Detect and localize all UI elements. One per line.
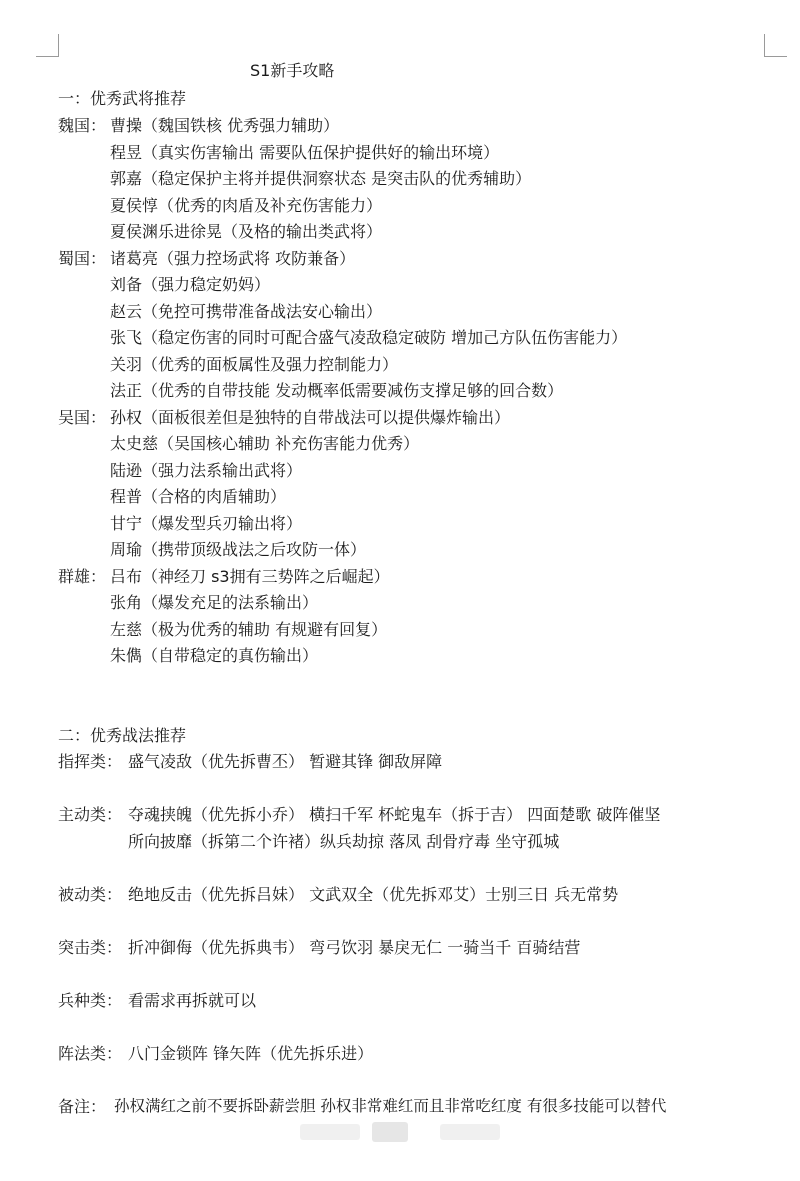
note-label: 备注：	[58, 1097, 107, 1116]
general-entry: 吕布（神经刀 s3拥有三势阵之后崛起）	[110, 567, 390, 586]
general-entry: 张飞（稳定伤害的同时可配合盛气凌敌稳定破防 增加己方队伍伤害能力）	[110, 328, 628, 347]
tactic-category-label: 突击类：	[58, 938, 123, 957]
general-entry: 陆逊（强力法系输出武将）	[110, 461, 303, 480]
general-entry: 曹操（魏国铁核 优秀强力辅助）	[110, 116, 340, 135]
general-entry: 诸葛亮（强力控场武将 攻防兼备）	[110, 249, 356, 268]
general-entry: 朱儁（自带稳定的真伤输出）	[110, 646, 319, 665]
kingdom-label: 魏国：	[58, 116, 107, 135]
margin-corner-top-right	[764, 34, 787, 57]
note-text: 孙权满红之前不要拆卧薪尝胆 孙权非常难红而且非常吃红度 有很多技能可以替代	[114, 1097, 667, 1115]
tactic-category-label: 阵法类：	[58, 1044, 123, 1063]
general-entry: 赵云（免控可携带准备战法安心输出）	[110, 302, 383, 321]
tactic-category-label: 指挥类：	[58, 752, 123, 771]
tactic-category-label: 被动类：	[58, 885, 123, 904]
tactic-list: 所向披靡（拆第二个许褚）纵兵劫掠 落凤 刮骨疗毒 坐守孤城	[128, 832, 560, 851]
tactic-list: 夺魂挟魄（优先拆小乔） 横扫千军 杯蛇鬼车（拆于吉） 四面楚歌 破阵催坚	[128, 805, 661, 824]
general-entry: 夏侯惇（优秀的肉盾及补充伤害能力）	[110, 196, 383, 215]
general-entry: 太史慈（吴国核心辅助 补充伤害能力优秀）	[110, 434, 420, 453]
kingdom-label: 群雄：	[58, 567, 107, 586]
watermark-smudge	[300, 1124, 360, 1140]
document-title: S1新手攻略	[250, 61, 335, 80]
general-entry: 夏侯渊乐进徐晃（及格的输出类武将）	[110, 222, 383, 241]
general-entry: 左慈（极为优秀的辅助 有规避有回复）	[110, 620, 388, 639]
tactic-list: 绝地反击（优先拆吕妹） 文武双全（优先拆邓艾）士别三日 兵无常势	[128, 885, 619, 904]
general-entry: 程普（合格的肉盾辅助）	[110, 487, 287, 506]
general-entry: 周瑜（携带顶级战法之后攻防一体）	[110, 540, 367, 559]
margin-corner-top-left	[36, 34, 59, 57]
tactic-list: 八门金锁阵 锋矢阵（优先拆乐进）	[128, 1044, 374, 1063]
kingdom-label: 吴国：	[58, 408, 107, 427]
section1-heading: 一：优秀武将推荐	[58, 89, 187, 108]
general-entry: 关羽（优秀的面板属性及强力控制能力）	[110, 355, 399, 374]
tactic-list: 看需求再拆就可以	[128, 991, 257, 1010]
watermark-smudge	[372, 1122, 408, 1142]
general-entry: 刘备（强力稳定奶妈）	[110, 275, 271, 294]
watermark-smudge	[440, 1124, 500, 1140]
tactic-category-label: 主动类：	[58, 805, 123, 824]
general-entry: 郭嘉（稳定保护主将并提供洞察状态 是突击队的优秀辅助）	[110, 169, 532, 188]
general-entry: 甘宁（爆发型兵刃输出将）	[110, 514, 303, 533]
tactic-list: 折冲御侮（优先拆典韦） 弯弓饮羽 暴戾无仁 一骑当千 百骑结营	[128, 938, 581, 957]
section2-heading: 二：优秀战法推荐	[58, 726, 187, 745]
general-entry: 孙权（面板很差但是独特的自带战法可以提供爆炸输出）	[110, 408, 511, 427]
general-entry: 张角（爆发充足的法系输出）	[110, 593, 319, 612]
tactic-category-label: 兵种类：	[58, 991, 123, 1010]
tactic-list: 盛气凌敌（优先拆曹丕） 暂避其锋 御敌屏障	[128, 752, 443, 771]
kingdom-label: 蜀国：	[58, 249, 107, 268]
general-entry: 程昱（真实伤害输出 需要队伍保护提供好的输出环境）	[110, 143, 500, 162]
general-entry: 法正（优秀的自带技能 发动概率低需要减伤支撑足够的回合数）	[110, 381, 564, 400]
